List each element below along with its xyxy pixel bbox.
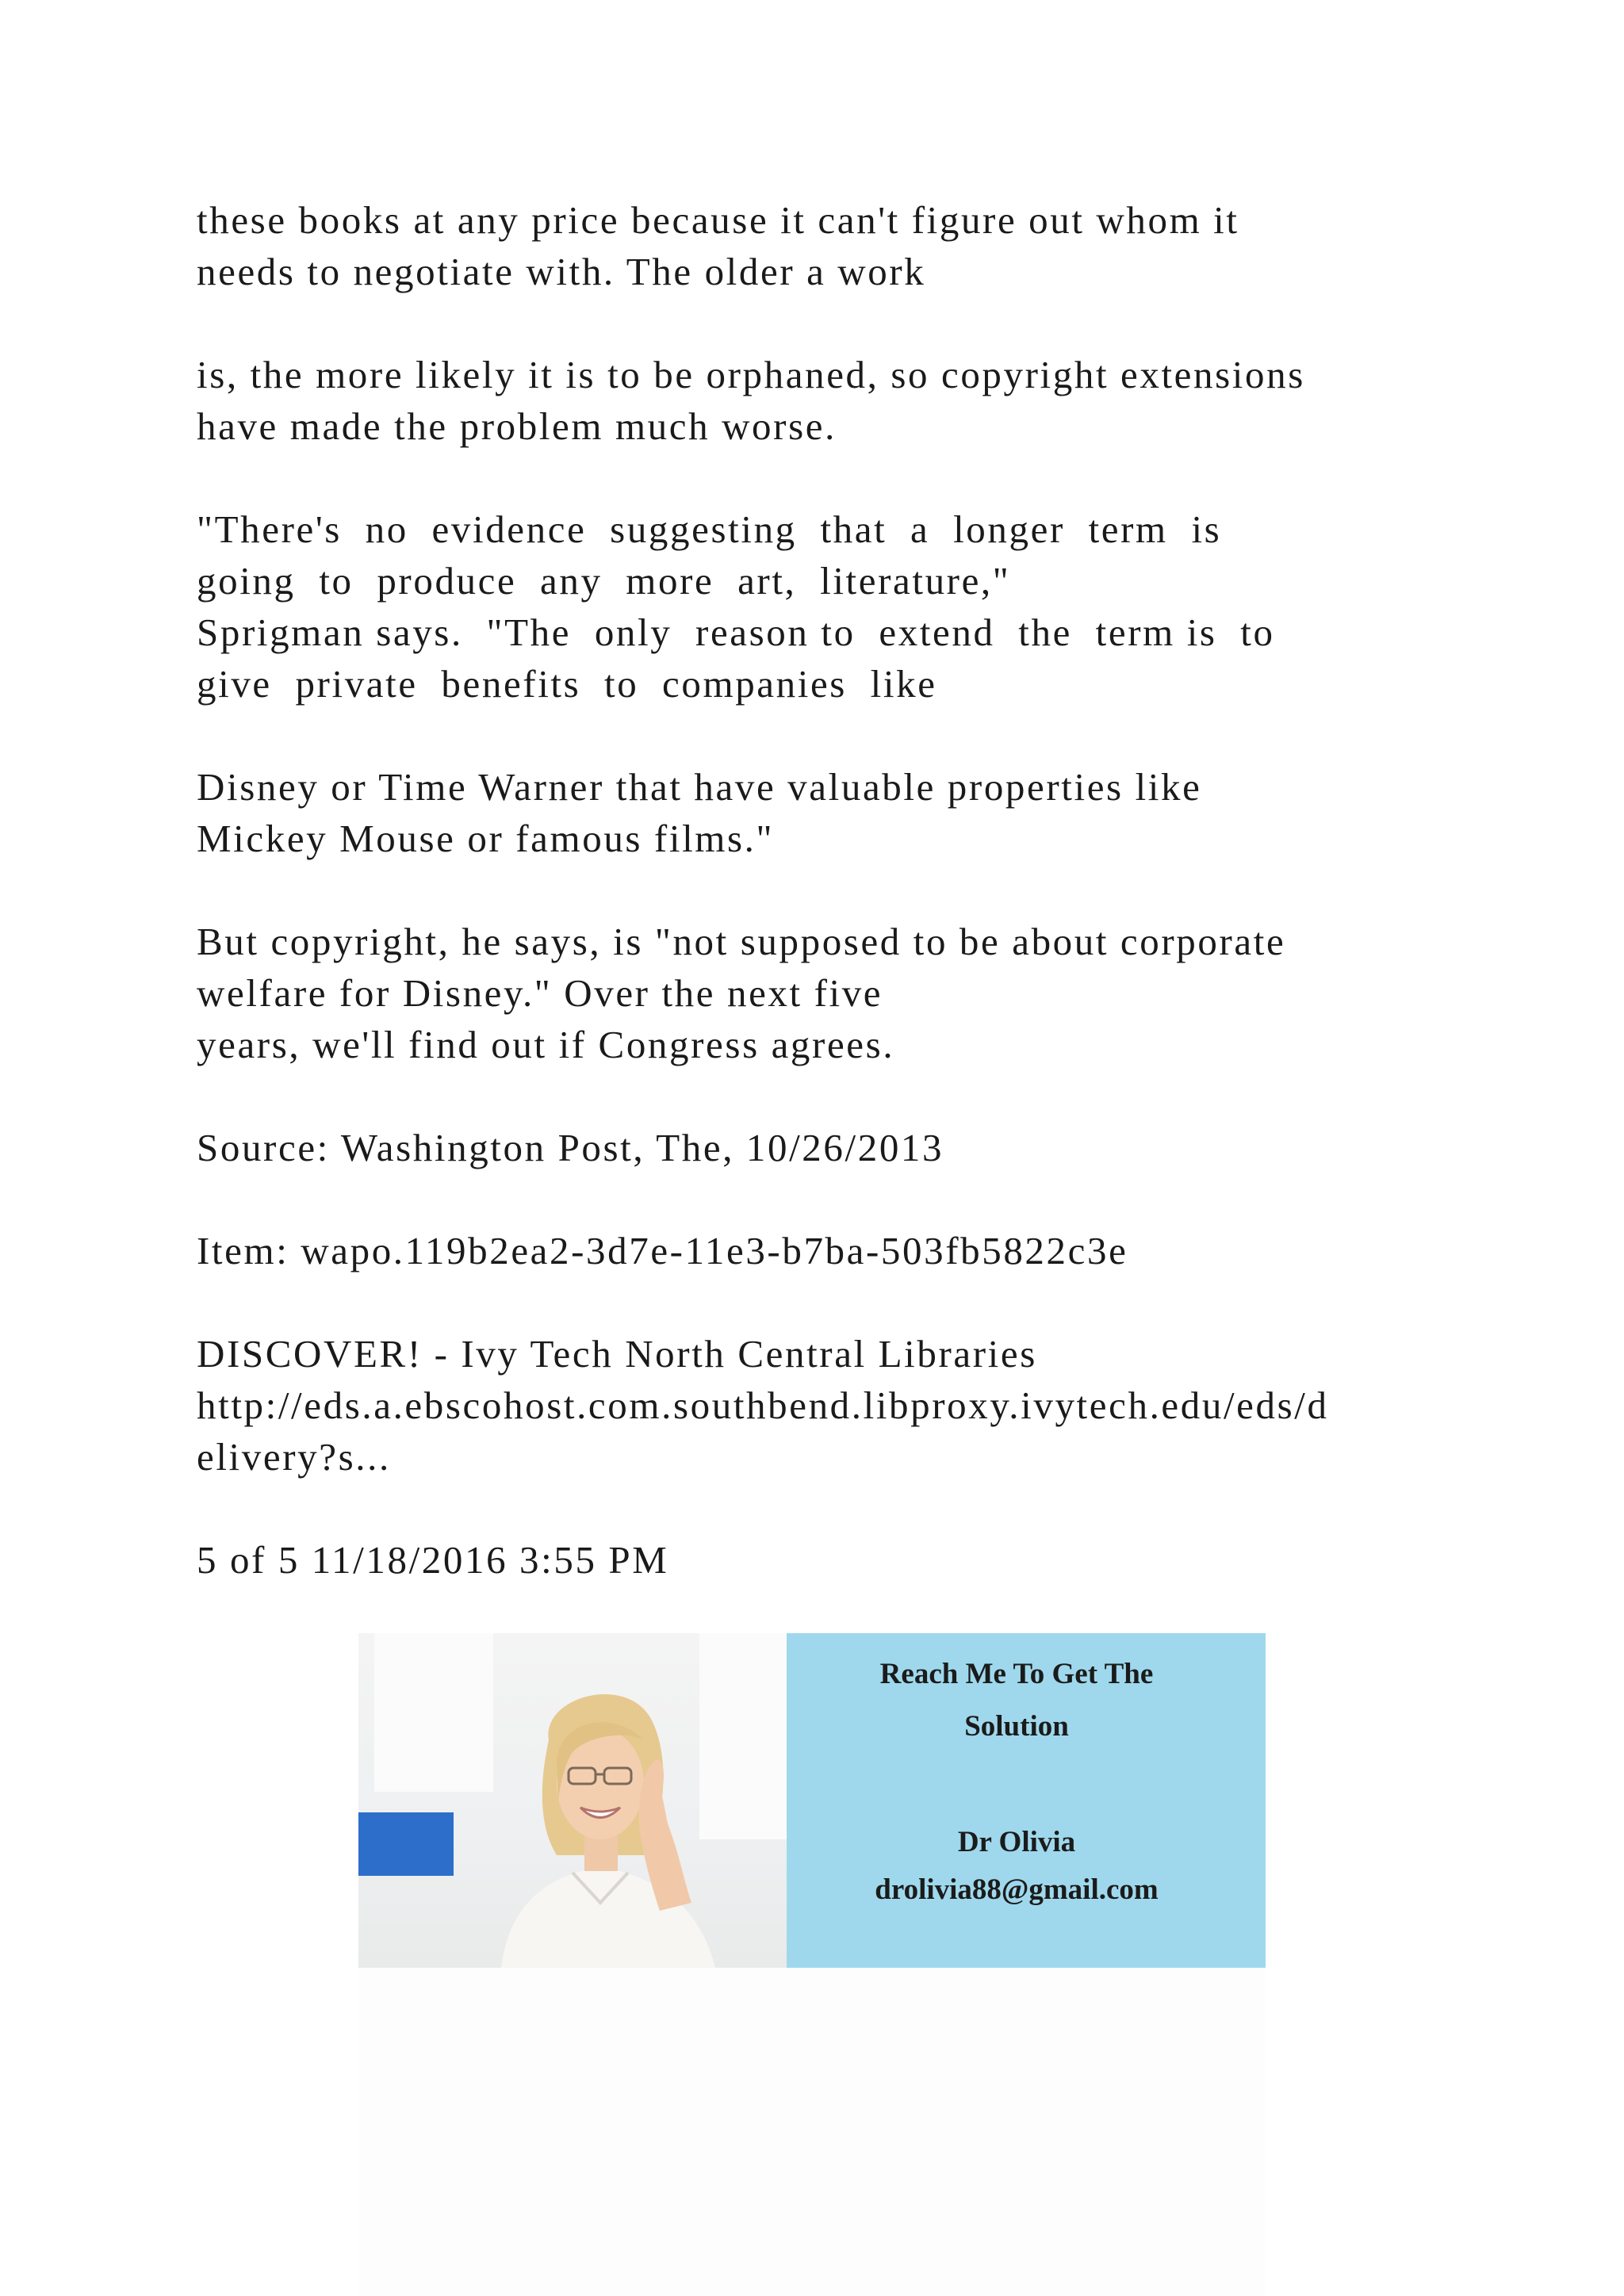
blank-area [358, 1968, 1266, 2296]
source-line [197, 1122, 1434, 1173]
text-line: welfare for Disney." Over the next five [197, 971, 883, 1015]
paragraph-corporate-welfare [197, 916, 1434, 1070]
contact-email: drolivia88@gmail.com [875, 1873, 1159, 1906]
banner-headline: Reach Me To Get The [879, 1658, 1154, 1690]
library-footer [197, 1328, 1434, 1483]
background-shelf [358, 1812, 454, 1876]
text-line: "There's no evidence suggesting that a longer term is [197, 507, 1222, 551]
text-line: Mickey Mouse or famous films." [197, 817, 775, 860]
woman-photo [358, 1633, 787, 1968]
woman-figure-icon [454, 1665, 755, 1968]
text-line: these books at any price because it can't figure out whom it [197, 198, 1239, 242]
text-line: needs to negotiate with. The older a work [197, 250, 926, 293]
text-line: Source: Washington Post, The, 10/26/2013 [197, 1126, 944, 1169]
text-line: going to produce any more art, literature," [197, 559, 1011, 603]
document-body [197, 194, 1434, 1586]
text-line: have made the problem much worse. [197, 404, 837, 448]
text-line: give private benefits to companies like [197, 662, 937, 706]
contact-panel [787, 1633, 1266, 1968]
url-line: http://eds.a.ebscohost.com.southbend.libproxy.ivytech.edu/eds/d [197, 1383, 1329, 1427]
text-line: DISCOVER! - Ivy Tech North Central Libraries [197, 1332, 1037, 1376]
text-line: Disney or Time Warner that have valuable properties like [197, 765, 1202, 809]
text-line: But copyright, he says, is "not supposed to be about corporate [197, 920, 1286, 963]
item-id-line [197, 1225, 1434, 1276]
paragraph-orphaned-works [197, 194, 1434, 297]
paragraph-copyright-extensions [197, 349, 1434, 452]
text-line: years, we'll find out if Congress agrees. [197, 1023, 895, 1066]
paragraph-disney [197, 761, 1434, 864]
page-footer [197, 1534, 1434, 1586]
text-line: Item: wapo.119b2ea2-3d7e-11e3-b7ba-503fb5822c3e [197, 1229, 1128, 1272]
page-number-timestamp: 5 of 5 11/18/2016 3:55 PM [197, 1538, 669, 1582]
banner-headline-cont: Solution [964, 1710, 1069, 1743]
contact-banner [358, 1633, 1266, 1968]
paragraph-sprigman-quote [197, 503, 1434, 710]
contact-name: Dr Olivia [957, 1826, 1076, 1858]
text-line: Sprigman says. "The only reason to extend the term is to [197, 610, 1275, 654]
text-line: is, the more likely it is to be orphaned, so copyright extensions [197, 353, 1305, 396]
url-line: elivery?s... [197, 1435, 391, 1479]
